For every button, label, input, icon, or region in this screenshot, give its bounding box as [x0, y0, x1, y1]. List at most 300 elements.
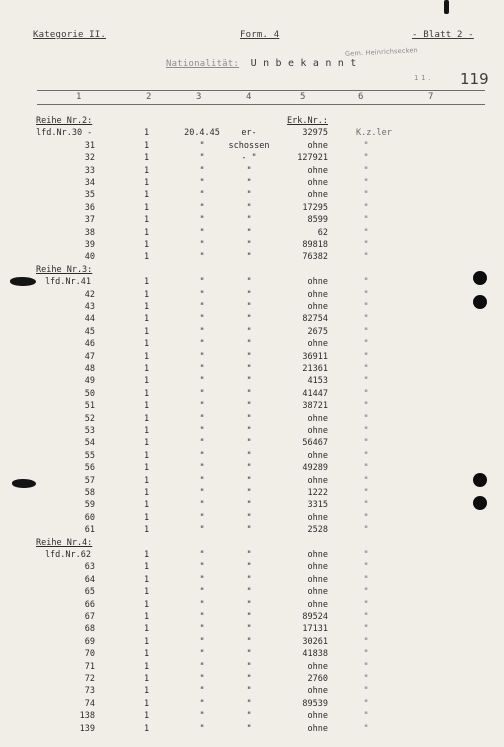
date-cell: " [199, 190, 205, 201]
identification-number-cell: ohne [307, 562, 328, 573]
entry-number-cell: 54 [84, 438, 95, 449]
entry-number-cell: 68 [84, 624, 95, 635]
count-cell: 1 [144, 240, 150, 250]
remark-cell: " [363, 475, 369, 486]
count-cell: 1 [144, 202, 150, 213]
date-cell: " [199, 165, 205, 176]
remark-cell: " [363, 140, 369, 151]
table-row [0, 202, 504, 214]
remark-cell: " [363, 525, 369, 536]
date-cell: " [199, 202, 205, 213]
entry-number-cell: 139 [79, 723, 95, 734]
identification-number-cell: ohne [307, 140, 328, 151]
entry-number-cell: 47 [84, 351, 95, 362]
ink-blot-2 [12, 479, 36, 488]
remark-cell: " [363, 339, 369, 350]
date-cell: " [199, 153, 205, 164]
remark-cell: " [363, 240, 369, 250]
cause-cell: " [246, 438, 252, 449]
entry-number-cell: 64 [84, 574, 95, 585]
count-cell: 1 [144, 289, 150, 300]
date-cell: " [199, 215, 205, 226]
count-cell: 1 [144, 388, 150, 399]
date-cell: " [199, 574, 205, 585]
count-cell: 1 [144, 661, 150, 672]
identification-number-cell: 32975 [302, 128, 328, 139]
count-cell: 1 [144, 314, 150, 325]
count-cell: 1 [144, 475, 150, 486]
nationality-line [166, 58, 356, 69]
identification-number-cell: 56467 [302, 438, 328, 449]
entry-number-cell: 56 [84, 463, 95, 474]
table-row [0, 165, 504, 177]
count-cell: 1 [144, 512, 150, 523]
section-heading: Reihe Nr.2: [36, 116, 93, 126]
table-row [0, 351, 504, 363]
pencil-note: Gem. Heinrichsecken [344, 46, 419, 58]
remark-cell: " [363, 302, 369, 312]
date-cell: " [199, 388, 205, 399]
table-row [0, 710, 504, 722]
table-row [0, 673, 504, 685]
header-rule-bottom [37, 104, 485, 105]
table-row [0, 251, 504, 263]
cause-cell: " [246, 178, 252, 188]
ink-mark-top [444, 0, 449, 14]
entry-number-cell: 61 [84, 525, 95, 536]
identification-number-cell: 62 [317, 227, 328, 238]
count-cell: 1 [144, 438, 150, 449]
date-cell: " [199, 426, 205, 436]
identification-number-cell: 82754 [302, 314, 328, 325]
cause-cell: er- [241, 128, 257, 139]
remark-cell: " [363, 649, 369, 660]
sheet-label: - Blatt 2 - [412, 30, 474, 40]
section-heading: Reihe Nr.4: [36, 537, 93, 548]
entry-number-cell: lfd.Nr.62 [44, 550, 91, 560]
entry-number-cell: 34 [84, 178, 95, 188]
identification-number-cell: ohne [307, 574, 328, 585]
cause-cell: " [246, 165, 252, 176]
cause-cell: " [246, 612, 252, 622]
remark-cell: " [363, 512, 369, 523]
column-number-7: 7 [428, 92, 434, 102]
identification-number-cell: 30261 [302, 636, 328, 647]
cause-cell: - " [241, 153, 257, 164]
remark-cell: " [363, 215, 369, 226]
remark-cell: " [363, 351, 369, 362]
entry-number-cell: 40 [84, 252, 95, 263]
cause-cell: " [246, 302, 252, 312]
entry-number-cell: 43 [84, 302, 95, 312]
remark-cell: " [363, 153, 369, 164]
count-cell: 1 [144, 153, 150, 164]
date-cell: 20.4.45 [184, 128, 220, 139]
table-row [0, 189, 504, 201]
identification-number-cell: ohne [307, 723, 328, 734]
cause-cell: " [246, 376, 252, 387]
section-heading: Reihe Nr.3: [36, 264, 93, 275]
cause-cell: " [246, 339, 252, 350]
count-cell: 1 [144, 562, 150, 573]
cause-cell: " [246, 240, 252, 250]
entry-number-cell: 42 [84, 289, 95, 300]
remark-cell: " [363, 500, 369, 511]
cause-cell: " [246, 550, 252, 560]
column-number-4: 4 [246, 92, 252, 102]
remark-cell: " [363, 599, 369, 610]
entry-number-cell: 50 [84, 388, 95, 399]
date-cell: " [199, 649, 205, 660]
cause-cell: schossen [228, 140, 270, 151]
date-cell: " [199, 326, 205, 337]
cause-cell: " [246, 599, 252, 610]
remark-cell: " [363, 463, 369, 474]
date-cell: " [199, 227, 205, 238]
remark-cell: " [363, 550, 369, 560]
entry-number-cell: 37 [84, 215, 95, 226]
entry-number-cell: 46 [84, 339, 95, 350]
identification-heading: Erk.Nr.: [287, 116, 328, 126]
date-cell: " [199, 500, 205, 511]
cause-cell: " [246, 351, 252, 362]
column-number-2: 2 [146, 92, 152, 102]
table-row [0, 326, 504, 338]
cause-cell: " [246, 649, 252, 660]
cause-cell: " [246, 674, 252, 684]
cause-cell: " [246, 314, 252, 325]
table-row [0, 140, 504, 152]
count-cell: 1 [144, 215, 150, 226]
table-row [0, 499, 504, 511]
cause-cell: " [246, 252, 252, 263]
remark-cell: " [363, 326, 369, 337]
remark-cell: " [363, 190, 369, 201]
identification-number-cell: 1222 [307, 488, 328, 498]
table-row [0, 661, 504, 673]
date-cell: " [199, 289, 205, 300]
date-cell: " [199, 339, 205, 350]
count-cell: 1 [144, 277, 150, 288]
count-cell: 1 [144, 178, 150, 188]
ink-blot-1 [10, 277, 36, 286]
table-row [0, 437, 504, 449]
count-cell: 1 [144, 339, 150, 350]
count-cell: 1 [144, 624, 150, 635]
cause-cell: " [246, 202, 252, 213]
cause-cell: " [246, 401, 252, 412]
remark-cell: " [363, 289, 369, 300]
identification-number-cell: ohne [307, 661, 328, 672]
date-cell: " [199, 401, 205, 412]
count-cell: 1 [144, 364, 150, 374]
identification-number-cell: 41838 [302, 649, 328, 660]
date-cell: " [199, 686, 205, 697]
nationality-value: U n b e k a n n t [250, 58, 357, 69]
table-row [0, 413, 504, 425]
entry-number-cell: 63 [84, 562, 95, 573]
identification-number-cell: 49289 [302, 463, 328, 474]
column-number-5: 5 [300, 92, 306, 102]
remark-cell: " [363, 388, 369, 399]
identification-number-cell: 2760 [307, 674, 328, 684]
remark-cell: " [363, 711, 369, 722]
section-heading-row [0, 115, 504, 127]
cause-cell: " [246, 661, 252, 672]
date-cell: " [199, 525, 205, 536]
count-cell: 1 [144, 500, 150, 511]
identification-number-cell: ohne [307, 599, 328, 610]
count-cell: 1 [144, 326, 150, 337]
remark-cell: " [363, 450, 369, 461]
cause-cell: " [246, 215, 252, 226]
remark-cell: " [363, 661, 369, 672]
identification-number-cell: ohne [307, 178, 328, 188]
count-cell: 1 [144, 488, 150, 498]
count-cell: 1 [144, 587, 150, 598]
column-number-6: 6 [358, 92, 364, 102]
cause-cell: " [246, 500, 252, 511]
cause-cell: " [246, 413, 252, 424]
cause-cell: " [246, 698, 252, 709]
date-cell: " [199, 636, 205, 647]
remark-cell: " [363, 674, 369, 684]
count-cell: 1 [144, 574, 150, 585]
count-cell: 1 [144, 252, 150, 263]
cause-cell: " [246, 574, 252, 585]
table-row [0, 723, 504, 735]
count-cell: 1 [144, 463, 150, 474]
date-cell: " [199, 463, 205, 474]
count-cell: 1 [144, 351, 150, 362]
remark-cell: " [363, 636, 369, 647]
table-row [0, 214, 504, 226]
section-heading-row [0, 264, 504, 276]
entry-number-cell: 74 [84, 698, 95, 709]
punch-hole-4 [473, 496, 487, 510]
entry-number-cell: 59 [84, 500, 95, 511]
entry-number-cell: 31 [84, 140, 95, 151]
count-cell: 1 [144, 128, 150, 139]
remark-cell: " [363, 587, 369, 598]
identification-number-cell: ohne [307, 512, 328, 523]
table-row [0, 127, 504, 139]
identification-number-cell: 2675 [307, 326, 328, 337]
page-number: 119 [460, 70, 489, 88]
identification-number-cell: ohne [307, 550, 328, 560]
identification-number-cell: ohne [307, 475, 328, 486]
table-row [0, 239, 504, 251]
identification-number-cell: ohne [307, 289, 328, 300]
header-rule-top [37, 90, 485, 91]
entry-number-cell: lfd.Nr.41 [44, 277, 91, 288]
entry-number-cell: 65 [84, 587, 95, 598]
identification-number-cell: 36911 [302, 351, 328, 362]
remark-cell: " [363, 562, 369, 573]
remark-cell: " [363, 612, 369, 622]
entry-number-cell: 53 [84, 426, 95, 436]
date-cell: " [199, 240, 205, 250]
date-cell: " [199, 277, 205, 288]
cause-cell: " [246, 289, 252, 300]
entry-number-cell: 35 [84, 190, 95, 201]
table-row [0, 524, 504, 536]
punch-hole-1 [473, 271, 487, 285]
table-row [0, 685, 504, 697]
entry-number-cell: 73 [84, 686, 95, 697]
table-row [0, 698, 504, 710]
entry-number-cell: 33 [84, 165, 95, 176]
table-row [0, 648, 504, 660]
entry-number-cell: 39 [84, 240, 95, 250]
remark-cell: " [363, 178, 369, 188]
table-row [0, 177, 504, 189]
identification-number-cell: 2528 [307, 525, 328, 536]
date-cell: " [199, 624, 205, 635]
entry-number-cell: 66 [84, 599, 95, 610]
count-cell: 1 [144, 723, 150, 734]
entry-number-cell: 51 [84, 401, 95, 412]
date-cell: " [199, 302, 205, 312]
count-cell: 1 [144, 227, 150, 238]
punch-hole-3 [473, 473, 487, 487]
date-cell: " [199, 661, 205, 672]
category-label: Kategorie II. [33, 30, 107, 40]
count-cell: 1 [144, 612, 150, 622]
count-cell: 1 [144, 376, 150, 387]
table-row [0, 425, 504, 437]
table-row [0, 561, 504, 573]
remark-cell: " [363, 723, 369, 734]
count-cell: 1 [144, 190, 150, 201]
table-row [0, 636, 504, 648]
cause-cell: " [246, 624, 252, 635]
cause-cell: " [246, 723, 252, 734]
identification-number-cell: ohne [307, 277, 328, 288]
count-cell: 1 [144, 525, 150, 536]
identification-number-cell: ohne [307, 450, 328, 461]
table-row [0, 276, 504, 288]
count-cell: 1 [144, 165, 150, 176]
cause-cell: " [246, 364, 252, 374]
remark-cell: " [363, 698, 369, 709]
date-cell: " [199, 351, 205, 362]
small-mark: 1 1 . [414, 74, 431, 82]
identification-number-cell: ohne [307, 165, 328, 176]
date-cell: " [199, 723, 205, 734]
count-cell: 1 [144, 450, 150, 461]
date-cell: " [199, 413, 205, 424]
date-cell: " [199, 674, 205, 684]
date-cell: " [199, 450, 205, 461]
table-row [0, 586, 504, 598]
remark-cell: " [363, 364, 369, 374]
remark-cell: " [363, 252, 369, 263]
count-cell: 1 [144, 302, 150, 312]
entry-number-cell: 44 [84, 314, 95, 325]
table-row [0, 574, 504, 586]
entry-number-cell: lfd.Nr.30 - [36, 128, 93, 139]
remark-cell: " [363, 624, 369, 635]
identification-number-cell: 17131 [302, 624, 328, 635]
entry-number-cell: 49 [84, 376, 95, 387]
remark-cell: " [363, 574, 369, 585]
cause-cell: " [246, 686, 252, 697]
date-cell: " [199, 438, 205, 449]
cause-cell: " [246, 488, 252, 498]
count-cell: 1 [144, 401, 150, 412]
remark-cell: " [363, 401, 369, 412]
cause-cell: " [246, 475, 252, 486]
cause-cell: " [246, 190, 252, 201]
identification-number-cell: 17295 [302, 202, 328, 213]
date-cell: " [199, 364, 205, 374]
count-cell: 1 [144, 686, 150, 697]
cause-cell: " [246, 587, 252, 598]
cause-cell: " [246, 463, 252, 474]
cause-cell: " [246, 711, 252, 722]
table-row [0, 450, 504, 462]
count-cell: 1 [144, 649, 150, 660]
table-row [0, 400, 504, 412]
remark-cell: " [363, 165, 369, 176]
identification-number-cell: 89539 [302, 698, 328, 709]
entry-number-cell: 55 [84, 450, 95, 461]
table-row [0, 611, 504, 623]
count-cell: 1 [144, 636, 150, 647]
identification-number-cell: 89524 [302, 612, 328, 622]
remark-cell: " [363, 413, 369, 424]
date-cell: " [199, 599, 205, 610]
identification-number-cell: ohne [307, 302, 328, 312]
entry-number-cell: 72 [84, 674, 95, 684]
identification-number-cell: ohne [307, 426, 328, 436]
table-row [0, 152, 504, 164]
cause-cell: " [246, 636, 252, 647]
remark-cell: " [363, 686, 369, 697]
date-cell: " [199, 140, 205, 151]
date-cell: " [199, 178, 205, 188]
identification-number-cell: ohne [307, 587, 328, 598]
count-cell: 1 [144, 698, 150, 709]
column-number-3: 3 [196, 92, 202, 102]
table-row [0, 549, 504, 561]
remark-cell: " [363, 426, 369, 436]
identification-number-cell: 21361 [302, 364, 328, 374]
date-cell: " [199, 698, 205, 709]
identification-number-cell: 8599 [307, 215, 328, 226]
table-row [0, 313, 504, 325]
table-row [0, 599, 504, 611]
date-cell: " [199, 488, 205, 498]
date-cell: " [199, 612, 205, 622]
cause-cell: " [246, 512, 252, 523]
cause-cell: " [246, 277, 252, 288]
remark-cell: " [363, 376, 369, 387]
count-cell: 1 [144, 426, 150, 436]
cause-cell: " [246, 426, 252, 436]
entry-number-cell: 32 [84, 153, 95, 164]
entry-number-cell: 71 [84, 661, 95, 672]
entry-number-cell: 70 [84, 649, 95, 660]
table-row [0, 338, 504, 350]
entry-number-cell: 38 [84, 227, 95, 238]
entry-number-cell: 67 [84, 612, 95, 622]
remark-cell: " [363, 438, 369, 449]
table-row [0, 487, 504, 499]
count-cell: 1 [144, 674, 150, 684]
date-cell: " [199, 512, 205, 523]
